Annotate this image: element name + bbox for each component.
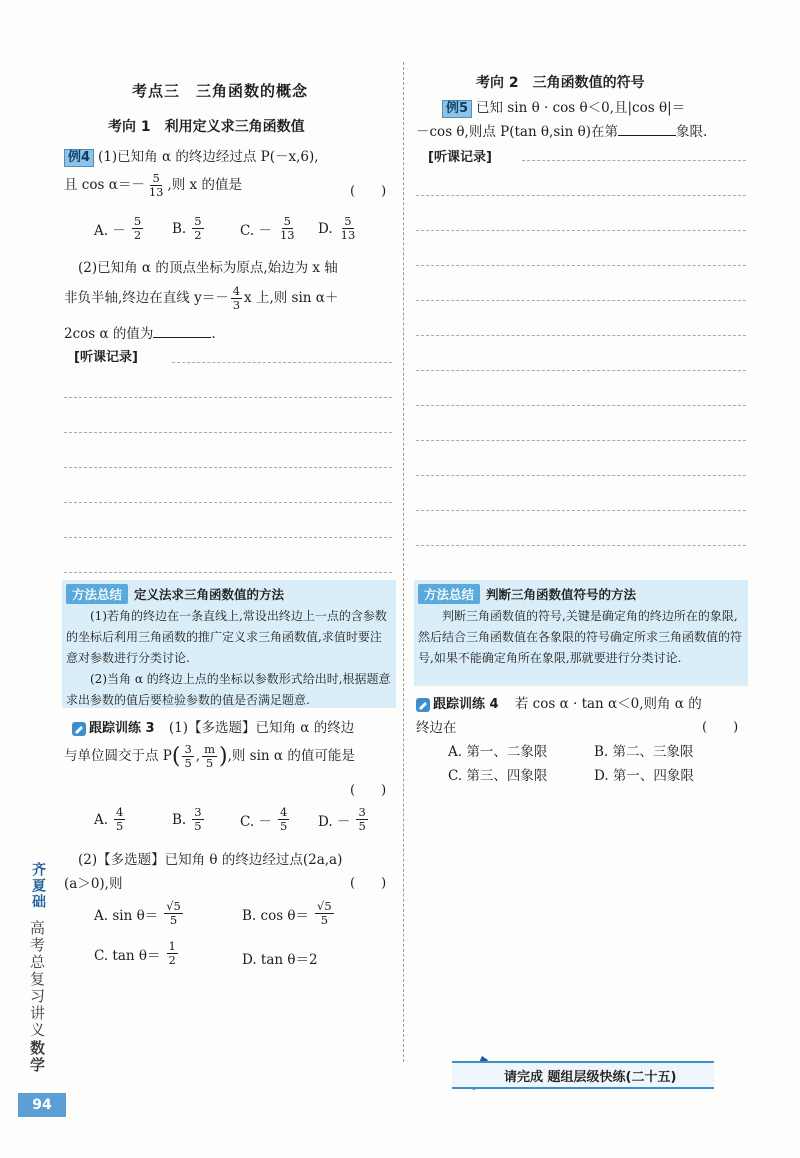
example-4-part2-line1: (2)已知角 α 的顶点坐标为原点,始边为 x 轴 bbox=[78, 260, 338, 276]
track-3-q1-text: (1)【多选题】已知角 α 的终边 bbox=[168, 720, 355, 736]
note-line[interactable] bbox=[416, 370, 746, 371]
fraction bbox=[278, 215, 297, 242]
method-box-title: 定义法求三角函数值的方法 bbox=[134, 587, 285, 602]
method-box-header bbox=[418, 584, 744, 604]
fraction-num: 5 bbox=[152, 171, 160, 185]
fraction-num: √5 bbox=[166, 899, 181, 913]
method-summary-tag: 方法总结 bbox=[418, 584, 480, 604]
answer-paren: ( ) bbox=[702, 720, 739, 735]
option-label: C. tan θ＝ bbox=[94, 947, 161, 964]
fraction bbox=[192, 806, 203, 833]
method-summary-box-right bbox=[414, 580, 748, 686]
fraction-den: 3 bbox=[232, 298, 241, 312]
option-d bbox=[318, 215, 359, 242]
track-4-line2: 终边在 bbox=[416, 720, 457, 736]
fraction-num: 1 bbox=[168, 939, 176, 953]
fraction bbox=[315, 900, 334, 927]
example-5-text: 已知 sin θ · cos θ＜0,且|cos θ|＝ bbox=[476, 100, 686, 116]
paren-open: ( bbox=[171, 744, 181, 769]
fraction-num: 3 bbox=[358, 805, 366, 819]
note-line[interactable] bbox=[64, 502, 392, 503]
example-5-line2 bbox=[416, 120, 707, 140]
fraction-den: 5 bbox=[169, 913, 178, 927]
fraction-den: 5 bbox=[194, 819, 202, 833]
note-line[interactable] bbox=[64, 572, 392, 573]
option-a bbox=[94, 215, 145, 242]
track-3-q2-line2: (a＞0),则 bbox=[64, 876, 123, 892]
example-4-line2 bbox=[64, 172, 242, 199]
text: 非负半轴,终边在直线 y＝－ bbox=[64, 290, 229, 306]
fraction-den: 2 bbox=[168, 953, 176, 967]
option-c bbox=[94, 940, 180, 967]
footer-text: 请完成 题组层级快练(二十五) bbox=[504, 1069, 677, 1085]
fraction-num: 5 bbox=[194, 214, 202, 228]
method-box-p1: (1)若角的终边在一条直线上,常设出终边上一点的含参数的坐标后利用三角函数的推广定义求三角函数值,求值时要注意对参数进行分类讨论. bbox=[66, 609, 387, 665]
fraction bbox=[356, 806, 367, 833]
fraction-den: 5 bbox=[184, 756, 192, 770]
track-3-q2-line1: (2)【多选题】已知角 θ 的终边经过点(2a,a) bbox=[78, 852, 343, 868]
fraction-den: 5 bbox=[320, 913, 329, 927]
option-d bbox=[318, 806, 370, 833]
fraction-den: 13 bbox=[279, 228, 295, 242]
example-4-line1 bbox=[64, 145, 394, 167]
fraction-num: 4 bbox=[232, 284, 241, 298]
fraction bbox=[164, 900, 183, 927]
option-d: D. tan θ＝2 bbox=[242, 952, 318, 968]
fraction-num: m bbox=[204, 742, 215, 756]
text: 象限. bbox=[675, 124, 708, 140]
option-label: A. bbox=[94, 811, 109, 828]
notes-label-right: [听课记录] bbox=[428, 150, 492, 165]
option-a: A. 第一、二象限 bbox=[448, 744, 548, 760]
option-a bbox=[94, 806, 127, 833]
note-line[interactable] bbox=[416, 545, 746, 546]
example-4-part2-line3 bbox=[64, 322, 216, 342]
option-b: B. 第二、三象限 bbox=[594, 744, 694, 760]
column-divider bbox=[403, 62, 404, 1062]
note-line[interactable] bbox=[522, 160, 746, 161]
fraction-num: 5 bbox=[133, 214, 142, 228]
fraction-den: 5 bbox=[205, 756, 214, 770]
track-4-label: 跟踪训练 4 bbox=[433, 697, 499, 712]
option-b bbox=[242, 900, 336, 927]
note-line[interactable] bbox=[416, 510, 746, 511]
fraction-den: 13 bbox=[340, 228, 356, 242]
note-line[interactable] bbox=[416, 475, 746, 476]
subject-label: 数学 bbox=[28, 1040, 46, 1074]
option-label: D. bbox=[318, 220, 333, 237]
fraction-den: 2 bbox=[133, 228, 142, 242]
fraction bbox=[339, 215, 358, 242]
note-line[interactable] bbox=[416, 300, 746, 301]
method-box-title: 判断三角函数值符号的方法 bbox=[486, 587, 637, 602]
note-line[interactable] bbox=[416, 405, 746, 406]
option-c: C. 第三、四象限 bbox=[448, 768, 548, 784]
method-summary-tag: 方法总结 bbox=[66, 584, 128, 604]
answer-paren: ( ) bbox=[350, 783, 387, 798]
answer-blank[interactable] bbox=[618, 123, 676, 136]
book-title: 高考总复习讲义 bbox=[28, 920, 46, 1039]
fraction bbox=[192, 215, 203, 242]
fraction-num: 3 bbox=[184, 742, 192, 756]
paren-close: ) bbox=[219, 744, 228, 769]
option-b bbox=[172, 215, 206, 242]
text: ,则 x 的值是 bbox=[167, 177, 242, 193]
method-summary-box-left bbox=[62, 580, 396, 708]
method-box-p2: (2)当角 α 的终边上点的坐标以参数形式给出时,根据题意求出参数的值后要检验参数的值是否满足题意. bbox=[66, 672, 391, 707]
text: 2cos α 的值为 bbox=[64, 326, 154, 342]
fraction bbox=[147, 172, 166, 199]
fraction-num: 3 bbox=[194, 805, 202, 819]
note-line[interactable] bbox=[416, 440, 746, 441]
fraction-num: 4 bbox=[116, 805, 124, 819]
fraction-den: 13 bbox=[148, 185, 164, 199]
section-title: 考点三 三角函数的概念 bbox=[132, 82, 309, 100]
pencil-icon bbox=[72, 722, 86, 736]
option-label: B. bbox=[172, 811, 187, 828]
fraction bbox=[167, 940, 178, 967]
footer-banner[interactable] bbox=[452, 1061, 714, 1089]
notes-label-left: [听课记录] bbox=[74, 350, 138, 365]
text: －cos θ,则点 P(tan θ,sin θ)在第 bbox=[416, 124, 618, 140]
fraction bbox=[202, 743, 217, 770]
note-line[interactable] bbox=[64, 432, 392, 433]
fraction bbox=[182, 743, 193, 770]
fraction-den: 5 bbox=[279, 819, 288, 833]
option-label: B. cos θ＝ bbox=[242, 907, 310, 924]
note-line[interactable] bbox=[64, 537, 392, 538]
series-name: 齐夏础 bbox=[30, 862, 46, 910]
fraction bbox=[231, 285, 242, 312]
answer-blank[interactable] bbox=[153, 325, 211, 338]
track-4-line1 bbox=[416, 692, 702, 712]
option-b bbox=[172, 806, 206, 833]
option-label: A. sin θ＝ bbox=[94, 907, 159, 924]
note-line[interactable] bbox=[416, 265, 746, 266]
method-box-header bbox=[66, 584, 392, 604]
example-4-text: (1)已知角 α 的终边经过点 P(－x,6), bbox=[98, 149, 319, 165]
track-3-line2 bbox=[64, 743, 355, 770]
pencil-icon bbox=[416, 698, 430, 712]
example-4-tag: 例4 bbox=[64, 149, 94, 167]
example-4-part2-line2 bbox=[64, 285, 338, 312]
method-box-p1: 判断三角函数值的符号,关键是确定角的终边所在的象限,然后结合三角函数值在各象限的符号确定所求三角函数值的符号,如果不能确定角所在象限,那就要进行分类讨论. bbox=[418, 609, 743, 665]
fraction bbox=[132, 215, 143, 242]
text: x 上,则 sin α＋ bbox=[244, 290, 339, 306]
option-c bbox=[240, 806, 291, 833]
fraction-num: 4 bbox=[279, 805, 288, 819]
fraction-num: 5 bbox=[283, 214, 291, 228]
subsection-title-1: 考向 1 利用定义求三角函数值 bbox=[108, 119, 305, 135]
note-line[interactable] bbox=[172, 362, 392, 363]
track-3-line1 bbox=[72, 716, 354, 736]
example-5-line1 bbox=[442, 96, 685, 118]
option-d: D. 第一、四象限 bbox=[594, 768, 694, 784]
note-line[interactable] bbox=[416, 230, 746, 231]
note-line[interactable] bbox=[416, 195, 746, 196]
fraction-den: 5 bbox=[358, 819, 366, 833]
note-line[interactable] bbox=[64, 467, 392, 468]
track-3-label: 跟踪训练 3 bbox=[89, 721, 155, 736]
answer-paren: ( ) bbox=[350, 184, 387, 199]
option-label: A. － bbox=[94, 222, 126, 239]
option-label: C. － bbox=[240, 222, 272, 239]
fraction-num: √5 bbox=[317, 899, 332, 913]
fraction-den: 5 bbox=[116, 819, 124, 833]
fraction-den: 2 bbox=[194, 228, 202, 242]
text: 且 cos α＝－ bbox=[64, 177, 145, 193]
comma: , bbox=[195, 748, 201, 764]
note-line[interactable] bbox=[416, 335, 746, 336]
option-label: C. － bbox=[240, 813, 272, 830]
option-a bbox=[94, 900, 185, 927]
page-number: 94 bbox=[18, 1093, 66, 1117]
answer-paren: ( ) bbox=[350, 876, 387, 891]
note-line[interactable] bbox=[64, 397, 392, 398]
fraction bbox=[278, 806, 289, 833]
track-4-text: 若 cos α · tan α＜0,则角 α 的 bbox=[514, 696, 702, 712]
option-label: B. bbox=[172, 220, 187, 237]
subsection-title-2: 考向 2 三角函数值的符号 bbox=[476, 75, 645, 91]
option-c bbox=[240, 215, 299, 242]
text: 与单位圆交于点 P bbox=[64, 748, 172, 764]
text: . bbox=[211, 326, 216, 342]
text: ,则 sin α 的值可能是 bbox=[227, 748, 355, 764]
fraction-num: 5 bbox=[344, 214, 352, 228]
example-5-tag: 例5 bbox=[442, 100, 472, 118]
option-label: D. － bbox=[318, 813, 351, 830]
fraction bbox=[114, 806, 125, 833]
